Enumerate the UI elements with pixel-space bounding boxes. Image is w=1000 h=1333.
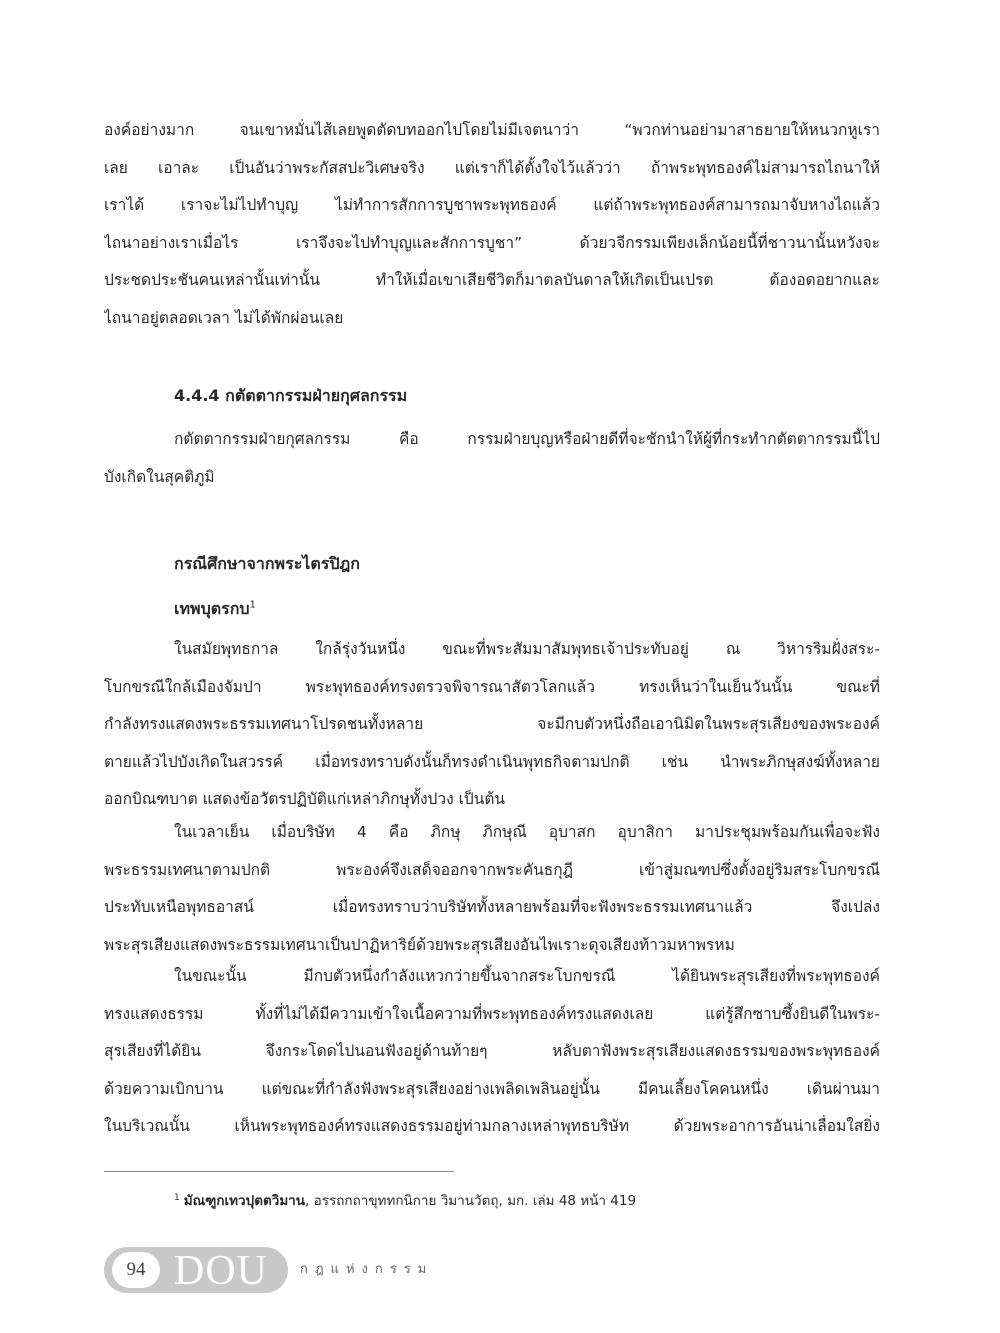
- text-line: กตัตตากรรมฝ่ายกุศลกรรม คือ กรรมฝ่ายบุญหรือฝ่ายดีที่จะชักนำให้ผู้ที่กระทำกตัตตากรรมนี้ไป: [174, 430, 880, 448]
- dou-logo-text: DOU: [174, 1248, 268, 1294]
- running-book-title: กฎแห่งกรรม: [300, 1262, 434, 1277]
- text-line: ประชดประชันคนเหล่านั้นเท่านั้น ทำให้เมื่อเขาเสียชีวิตก็มาตลบันดาลให้เกิดเป็นเปรต ต้องอดอยากและ: [104, 271, 880, 289]
- story-title-text: เทพบุตรกบ: [174, 599, 250, 618]
- text-line: ไถนาอยู่ตลอดเวลา ไม่ได้พักผ่อนเลย: [104, 308, 344, 327]
- text-line: พระสุรเสียงแสดงพระธรรมเทศนาเป็นปาฏิหาริย์ด้วยพระสุรเสียงอันไพเราะดุจเสียงท้าวมหาพรหม: [104, 935, 735, 954]
- story-title: [174, 597, 256, 621]
- text-line: ประทับเหนือพุทธอาสน์ เมื่อทรงทราบว่าบริษัททั้งหลายพร้อมที่จะฟังพระธรรมเทศนาแล้ว จึงเปล่ง: [104, 898, 880, 916]
- text-line: ในบริเวณนั้น เห็นพระพุทธองค์ทรงแสดงธรรมอยู่ท่ามกลางเหล่าพุทธบริษัท ด้วยพระอาการอันน่าเลื่อมใสยิ่ง: [104, 1117, 880, 1135]
- case-study-heading: กรณีศึกษาจากพระไตรปิฎก: [174, 554, 360, 573]
- text-line: บังเกิดในสุคติภูมิ: [104, 467, 215, 486]
- text-line: ออกบิณฑบาต แสดงข้อวัตรปฏิบัติแก่เหล่าภิกษุทั้งปวง เป็นต้น: [104, 790, 505, 808]
- text-line: ทรงแสดงธรรม ทั้งที่ไม่ได้มีความเข้าใจเนื้อความที่พระพุทธองค์ทรงแสดงเลย แต่รู้สึกซาบซึ้งยินดีในพระ-: [104, 1004, 880, 1023]
- footnote-citation: , อรรถกถาขุททกนิกาย วิมานวัตถุ, มก. เล่ม 48 หน้า 419: [305, 1193, 637, 1209]
- text-line: กำลังทรงแสดงพระธรรมเทศนาโปรดชนทั้งหลาย จะมีกบตัวหนึ่งถือเอานิมิตในพระสุรเสียงของพระองค์: [104, 715, 880, 733]
- footnote-number: 1: [174, 1192, 180, 1203]
- text-line: พระธรรมเทศนาตามปกติ พระองค์จึงเสด็จออกจากพระคันธกุฎี เข้าสู่มณฑปซึ่งตั้งอยู่ริมสระโบกขรณี: [104, 860, 880, 879]
- footnote-divider: [104, 1171, 454, 1172]
- story-paragraph-1: [104, 631, 880, 819]
- intro-paragraph: [104, 112, 880, 337]
- text-line: ไถนาอย่างเราเมื่อไร เราจึงจะไปทำบุญและสักการบูชา” ด้วยวจีกรรมเพียงเล็กน้อยนี้ที่ชาวนานั้นหวังจะ: [104, 233, 880, 252]
- text-line: องค์อย่างมาก จนเขาหมั่นไส้เลยพูดตัดบทออกไปโดยไม่มีเจตนาว่า “พวกท่านอย่ามาสาธยายให้หนวกหูเรา: [104, 121, 880, 139]
- text-line: สุรเสียงที่ได้ยิน จึงกระโดดไปนอนฟังอยู่ด้านท้ายๆ หลับตาฟังพระสุรเสียงแสดงธรรมของพระพุทธองค์: [104, 1042, 880, 1060]
- text-line: โบกขรณีใกล้เมืองจัมปา พระพุทธองค์ทรงตรวจพิจารณาสัตวโลกแล้ว ทรงเห็นว่าในเย็นวันนั้น ขณะที่: [104, 677, 880, 696]
- page-number: 94: [112, 1252, 160, 1288]
- story-paragraph-3: [104, 958, 880, 1146]
- footnote-marker[interactable]: 1: [249, 599, 256, 611]
- text-line: ในขณะนั้น มีกบตัวหนึ่งกำลังแหวกว่ายขึ้นจากสระโบกขรณี ได้ยินพระสุรเสียงที่พระพุทธองค์: [174, 967, 880, 985]
- definition-paragraph: [104, 421, 880, 496]
- text-line: เราได้ เราจะไม่ไปทำบุญ ไม่ทำการสักการบูชาพระพุทธองค์ แต่ถ้าพระพุทธองค์สามารถมาจับหางไถแล้ว: [104, 196, 880, 214]
- footnote-source-title: มัณฑูกเทวปุตตวิมาน: [183, 1193, 306, 1209]
- text-line: เลย เอาละ เป็นอันว่าพระกัสสปะวิเศษจริง แต่เราก็ได้ตั้งใจไว้แล้วว่า ถ้าพระพุทธองค์ไม่สามารถไถนาให้: [104, 158, 880, 177]
- text-line: ตายแล้วไปบังเกิดในสวรรค์ เมื่อทรงทราบดังนั้นก็ทรงดำเนินพุทธกิจตามปกติ เช่น นำพระภิกษุสงฆ์ทั้งหลาย: [104, 752, 880, 771]
- page-footer-badge: [104, 1247, 288, 1293]
- section-heading: 4.4.4 กตัตตากรรมฝ่ายกุศลกรรม: [174, 386, 408, 405]
- text-line: ด้วยความเบิกบาน แต่ขณะที่กำลังฟังพระสุรเสียงอย่างเพลิดเพลินอยู่นั้น มีคนเลี้ยงโคคนหนึ่ง เดินผ่านมา: [104, 1079, 880, 1098]
- footnote: [174, 1190, 636, 1212]
- story-paragraph-2: [104, 814, 880, 964]
- text-line: ในสมัยพุทธกาล ใกล้รุ่งวันหนึ่ง ขณะที่พระสัมมาสัมพุทธเจ้าประทับอยู่ ณ วิหารริมฝั่งสระ-: [174, 640, 880, 658]
- text-line: ในเวลาเย็น เมื่อบริษัท 4 คือ ภิกษุ ภิกษุณี อุบาสก อุบาสิกา มาประชุมพร้อมกันเพื่อจะฟัง: [174, 823, 880, 841]
